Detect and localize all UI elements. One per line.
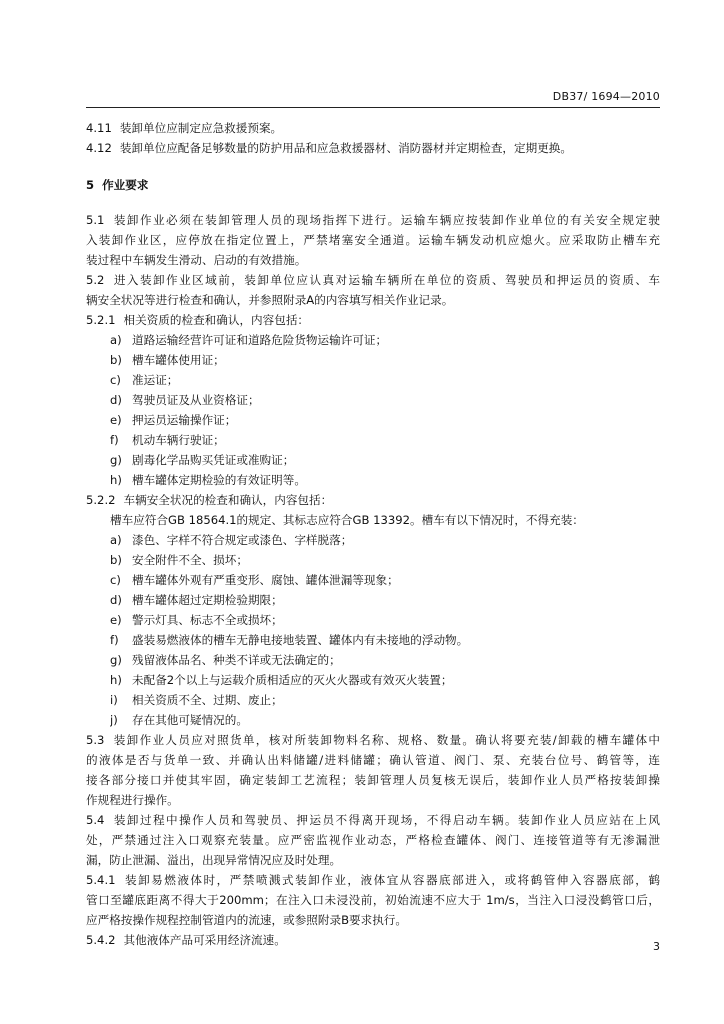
list-item [110,410,660,430]
item-marker: d) [110,393,122,407]
paragraph-text: 装卸过程中操作人员和驾驶员、押运员不得离开现场，不得启动车辆。装卸作业人员应站在上风 [112,813,660,827]
item-text: 押运员运输操作证； [132,413,237,427]
clause-text: 其他液体产品可采用经济流速。 [123,933,286,947]
paragraph-5-2-line-2: 辆安全状况等进行检查和确认，并参照附录A的内容填写相关作业记录。 [86,293,454,307]
paragraph-text: 装卸作业人员应对照货单，核对所装卸物料名称、规格、数量。确认将要充装/卸载的槽车罐体中 [112,733,660,747]
item-marker: h) [110,473,122,487]
paragraph-5-4-line-2: 处，严禁通过注入口观察充装量。应严密监视作业动态，严格检查罐体、阀门、连接管道等有无渗漏泄 [86,833,660,847]
paragraph-5-3-line-4: 作规程进行操作。 [86,793,179,807]
list-item [110,390,660,410]
paragraph-5-4-1-line-3: 应严格按操作规程控制管道内的流速，或参照附录B要求执行。 [86,913,407,927]
item-text: 漆色、字样不符合规定或漆色、字样脱落； [132,533,353,547]
list-item [110,450,660,470]
item-marker: e) [110,413,122,427]
clause-text: 相关资质的检查和确认，内容包括： [123,313,310,327]
clause-text: 装卸单位应制定应急救援预案。 [119,121,283,135]
item-text: 安全附件不全、损坏； [132,553,248,567]
paragraph-5-3-line-2: 的液体是否与货单一致、并确认出料储罐/进料储罐；确认管道、阀门、泵、充装台位号、鹤管等，连 [86,753,660,767]
section-number: 5 [86,178,95,192]
section-title: 作业要求 [102,178,149,192]
item-text: 槽车罐体外观有严重变形、腐蚀、罐体泄漏等现象； [132,573,399,587]
paragraph-text: 装卸易燃液体时，严禁喷溅式装卸作业，液体宜从容器底部进入，或将鹤管伸入容器底部，鹤 [123,873,660,887]
item-text: 槽车罐体使用证； [132,353,225,367]
item-marker: c) [110,573,121,587]
clause-number: 5.2.1 [86,313,116,327]
clause-number: 5.2.2 [86,493,116,507]
item-text: 存在其他可疑情况的。 [132,713,248,727]
document-body [86,118,660,950]
clause-number: 4.11 [86,121,112,135]
item-marker: g) [110,653,122,667]
clause-number: 5.4.1 [86,873,116,887]
item-marker: e) [110,613,122,627]
item-marker: f) [110,633,119,647]
item-text: 准运证； [132,373,179,387]
paragraph-5-4-line-3: 漏，防止泄漏、溢出，出现异常情况应及时处理。 [86,853,342,867]
clause-number: 5.4.2 [86,933,116,947]
item-text: 相关资质不全、过期、废止； [132,693,283,707]
clause-number: 5.2 [86,273,105,287]
item-marker: h) [110,673,122,687]
list-item [110,710,660,730]
standard-code: DB37/ 1694—2010 [552,90,660,103]
item-text: 盛装易燃液体的槽车无静电接地装置、罐体内有未接地的浮动物。 [132,633,469,647]
list-item [110,630,660,650]
clause-number: 5.3 [86,733,105,747]
paragraph-5-3-line-3: 接各部分接口并使其牢固，确定装卸工艺流程；装卸管理人员复核无误后，装卸作业人员严格按装卸操 [86,773,660,787]
item-marker: g) [110,453,122,467]
item-marker: b) [110,553,122,567]
clause-5-4-2 [86,930,660,950]
item-text: 机动车辆行驶证； [132,433,225,447]
paragraph-text: 装卸作业必须在装卸管理人员的现场指挥下进行。运输车辆应按装卸作业单位的有关安全规定驶 [112,213,660,227]
list-item [110,350,660,370]
item-marker: c) [110,373,121,387]
item-marker: b) [110,353,122,367]
paragraph-5-4-1-line-2: 管口至罐底距离不得大于200mm；在注入口未浸没前，初始流速不应大于 1m/s，当注入口浸没鹤管口后， [86,893,660,907]
item-text: 未配备2个以上与运载介质相适应的灭火火器或有效灭火装置； [132,673,453,687]
list-item [110,590,660,610]
paragraph-5-4-1-line-1 [86,870,660,890]
list-item [110,470,660,490]
list-item [110,370,660,390]
clause-5-2-2-intro: 槽车应符合GB 18564.1的规定、其标志应符合GB 13392。槽车有以下情况时，不得充装： [110,513,584,527]
list-item [110,670,660,690]
clause-text: 装卸单位应配备足够数量的防护用品和应急救援器材、消防器材并定期检查，定期更换。 [119,141,572,155]
item-text: 残留液体品名、种类不详或无法确定的； [132,653,341,667]
item-text: 驾驶员证及从业资格证； [132,393,260,407]
item-text: 槽车罐体超过定期检验期限； [132,593,283,607]
item-marker: i) [110,693,118,707]
item-text: 道路运输经营许可证和道路危险货物运输许可证； [132,333,388,347]
header-rule [86,107,660,108]
item-marker: f) [110,433,119,447]
item-marker: a) [110,333,122,347]
list-item [110,610,660,630]
item-text: 槽车罐体定期检验的有效证明等。 [132,473,306,487]
list-item [110,690,660,710]
paragraph-5-2-line-1 [86,270,660,290]
list-item [110,530,660,550]
page-number: 3 [653,940,660,953]
paragraph-5-1-line-3: 装过程中车辆发生滑动、启动的有效措施。 [86,253,307,267]
clause-5-2-2 [86,490,660,510]
item-text: 剧毒化学品购买凭证或准购证； [132,453,295,467]
clause-number: 5.1 [86,213,105,227]
clause-text: 车辆安全状况的检查和确认，内容包括： [123,493,333,507]
paragraph-text: 进入装卸作业区域前，装卸单位应认真对运输车辆所在单位的资质、驾驶员和押运员的资质、车 [112,273,660,287]
paragraph-5-1-line-1 [86,210,660,230]
section-heading-5 [86,175,660,195]
clause-number: 5.4 [86,813,105,827]
item-text: 警示灯具、标志不全或损坏； [132,613,283,627]
item-marker: d) [110,593,122,607]
list-item [110,550,660,570]
item-marker: j) [110,713,118,727]
clause-number: 4.12 [86,141,112,155]
clause-4-11 [86,118,660,138]
paragraph-5-3-line-1 [86,730,660,750]
item-marker: a) [110,533,122,547]
list-5-2-1 [86,330,660,490]
list-item [110,330,660,350]
paragraph-5-4-line-1 [86,810,660,830]
list-item [110,430,660,450]
list-item [110,570,660,590]
clause-5-2-1 [86,310,660,330]
clause-4-12 [86,138,660,158]
list-5-2-2 [86,530,660,730]
paragraph-5-1-line-2: 入装卸作业区，应停放在指定位置上，严禁堵塞安全通道。运输车辆发动机应熄火。应采取防止槽车充 [86,233,660,247]
list-item [110,650,660,670]
